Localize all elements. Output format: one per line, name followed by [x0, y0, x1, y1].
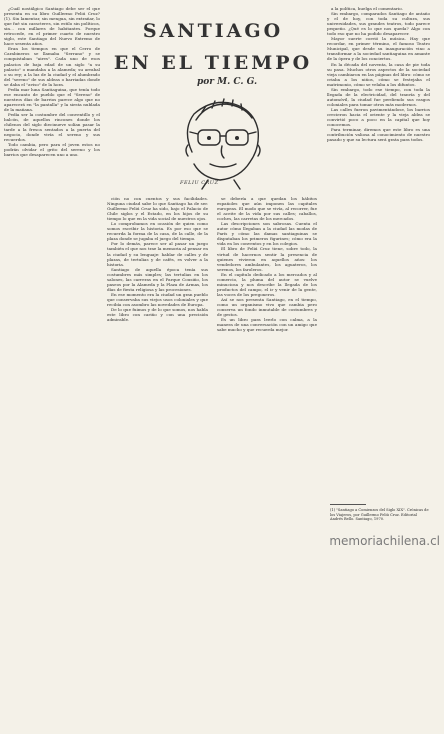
paragraph: a la política, huelga el comentario. [331, 6, 403, 11]
paragraph: Pedía ser la costumbre del conventillo y el balcón, de aquellos rincones donde los chilenos del siglo diecinueve solían pasar la tarde a la fresca sentados a la puerta del negocio, donde vivía el sereno y sus recuerdos. [4, 111, 100, 143]
article-title [108, 20, 318, 74]
paragraph: Todo cambia, pero para el joven estos no podrán olvidar el grito del sereno y los barrios que desaparecen uno a uno. [4, 142, 100, 158]
paragraph: Eran los tiempos en que el Cerro de Carabineros se llamaba "Serrano" y se conquistaban "aires". Cada uno de esos palacios de baja edad de un siglo "a su palacio" o mandaba a la alameda; su arrabal o su rey; a la luz de la ciudad y el alumbrado del "sereno" de sus aldeas o barriadas donde se daba el "aviso" de la hora. [4, 46, 100, 87]
paragraph: Sin embargo, todo ese tiempo, con toda la llegada de la electricidad, del tranvía y del automóvil, la ciudad fue perdiendo sus rasgos coloniales para tomar otros más modernos. [327, 86, 430, 107]
footnote-divider [330, 504, 366, 505]
paragraph: En la década del noventa, la casa de pie toda su pasa. Muchos otros aspectos de la sociedad vieja cambiaron en las páginas del libro: cómo se criaba a los niños, cómo se festejaba el matrimonio, cómo se velaba a los difuntos. [327, 61, 430, 87]
watermark: memoriachilena.cl [329, 534, 440, 548]
paragraph: El libro de Feliú Cruz tiene, sobre todo, la virtud de hacernos sentir la presencia de quienes vivieron en aquellos años: los vendedores ambulantes, los aguateros, los serenos, los faroleros. [217, 246, 317, 272]
paragraph: Las descripciones son sabrosas. Cuenta el autor cómo llegaban a la ciudad las modas de París y cómo las damas santiaguinas se disputaban los primeros figurines; cómo era la vida en los conventos y en los colegios. [217, 221, 317, 247]
paragraph: Por lo demás, parece ser al pasar un juego también el que nos trae la memoria al pensar en la ciudad y su lenguaje: hablar de calles y de plazas, de tertulias y de cafés, es volver a la historia. [107, 241, 208, 267]
paragraph: Mayor suerte corrió la música. Hay que recordar, en primer término, el famoso Teatro Municipal, que desde su inauguración vino a transformar a la sociedad santiaguina en amante de la ópera y de los conciertos. [327, 36, 430, 62]
article-column-1 [4, 6, 100, 544]
article-byline: por M. C. G. [197, 77, 258, 87]
paragraph: Sin embargo, comparados Santiago de antaño y el de hoy, con toda su cultura, sus universidades, sus grandes teatros, todo parece pequeño. ¿Qué es lo que nos queda? Algo con todo eso que no ha podido desaparecer. [327, 11, 430, 37]
paragraph: ción no con cuentos y sus facilidades. Ninguna ciudad sabe lo que Santiago ha de ser. Guillermo Feliú Cruz ha sido, bajo el Palacio de Chile siglos y el Estado, en los hijos de su tiempo lo que en la vida social de nuestros ojos. [107, 196, 208, 222]
paragraph: Santiago de aquella época tenía sus costumbres más simples; las tertulias en los salones, las carreras en el Parque Cousiño, los paseos por la Alameda y la Plaza de Armas, los días de fiesta religiosa y las procesiones. [107, 266, 208, 292]
title-line-2: EN EL TIEMPO [113, 52, 313, 74]
paragraph: Para terminar, diremos que este libro es una contribución valiosa al conocimiento de nuestro pasado y que su lectura será grata para todos. [327, 127, 430, 143]
article-column-3 [217, 196, 317, 734]
article-column-4 [327, 6, 430, 544]
portrait-illustration [122, 90, 317, 190]
paragraph: Lo comprobamos en ocasión de quien como somos escribir la historia. Es por eso que se recuerda la forma de la casa, de la calle, de la plaza donde se jugaba el juego del tiempo. [107, 221, 208, 242]
paragraph: se debería a que quedan los hábitos españoles que aún imponen las capitales europeas. El modo que se vivía, al recorrer, fue el aceite de la vida por sus calles; caballos, coches, las carretas de los mercados. [217, 196, 317, 222]
paragraph: Es un libro para leerlo con calma, a la manera de una conversación con un amigo que sabe mucho y que recuerda mejor. [217, 317, 317, 333]
footnote: (1) "Santiago a Comienzos del Siglo XIX". Crónicas de los Viajeros, por Guillermo Feliú Cruz. Editorial Andrés Bello. Santiago, 1970. [330, 508, 429, 522]
paragraph: En ese momento era la ciudad un gran pueblo que conservaba sus viejos usos coloniales y que recibía con asombro las novedades de Europa. [107, 291, 208, 307]
title-line-1: SANTIAGO [142, 20, 284, 42]
paragraph: En el capítulo dedicado a los mercados y al comercio, la pluma del autor se vuelve minuciosa y nos describe la llegada de los productos del campo, el ir y venir de la gente, las voces de los pregoneros. [217, 271, 317, 297]
article-column-2 [107, 196, 208, 734]
paragraph: Pedía mar luna Santiaguina, que tenía todo ese encanto de pueblo que el "Sereno" de nuestros días de barrios parece algo que no aparecerá en "la pantalla" y la siesta nublada de la mañana. [4, 86, 100, 112]
paragraph: ¿Cuál nostálgico Santiago debe ser el que presenta en su libro Guillermo Feliú Cruz? (1). Sin lamentar, sin mengua, sin extrañar, lo que fué sin caracteres, sin estilo sin políticos, sin... con millares de habitantes. Porque retrocede, en el primer cuarto de nuestro siglo, este Santiago del Nuevo Extremo de hace sesenta años. [4, 6, 100, 47]
paragraph: Así se nos presenta Santiago, en el tiempo, como un organismo vivo que cambia pero conserva un fondo inmutable de costumbres y de gestos. [217, 296, 317, 318]
paragraph: Las calles fueron pavimentándose, los barrios crecieron hacia el oriente y la vieja aldea se convirtió poco a poco en la capital que hoy conocemos. [327, 106, 430, 128]
illustration-caption: FELIU CRUZ [180, 180, 219, 186]
paragraph: De lo que fuimos y de lo que somos, nos habla este libro con cariño y con una precisión admirable. [107, 307, 208, 323]
